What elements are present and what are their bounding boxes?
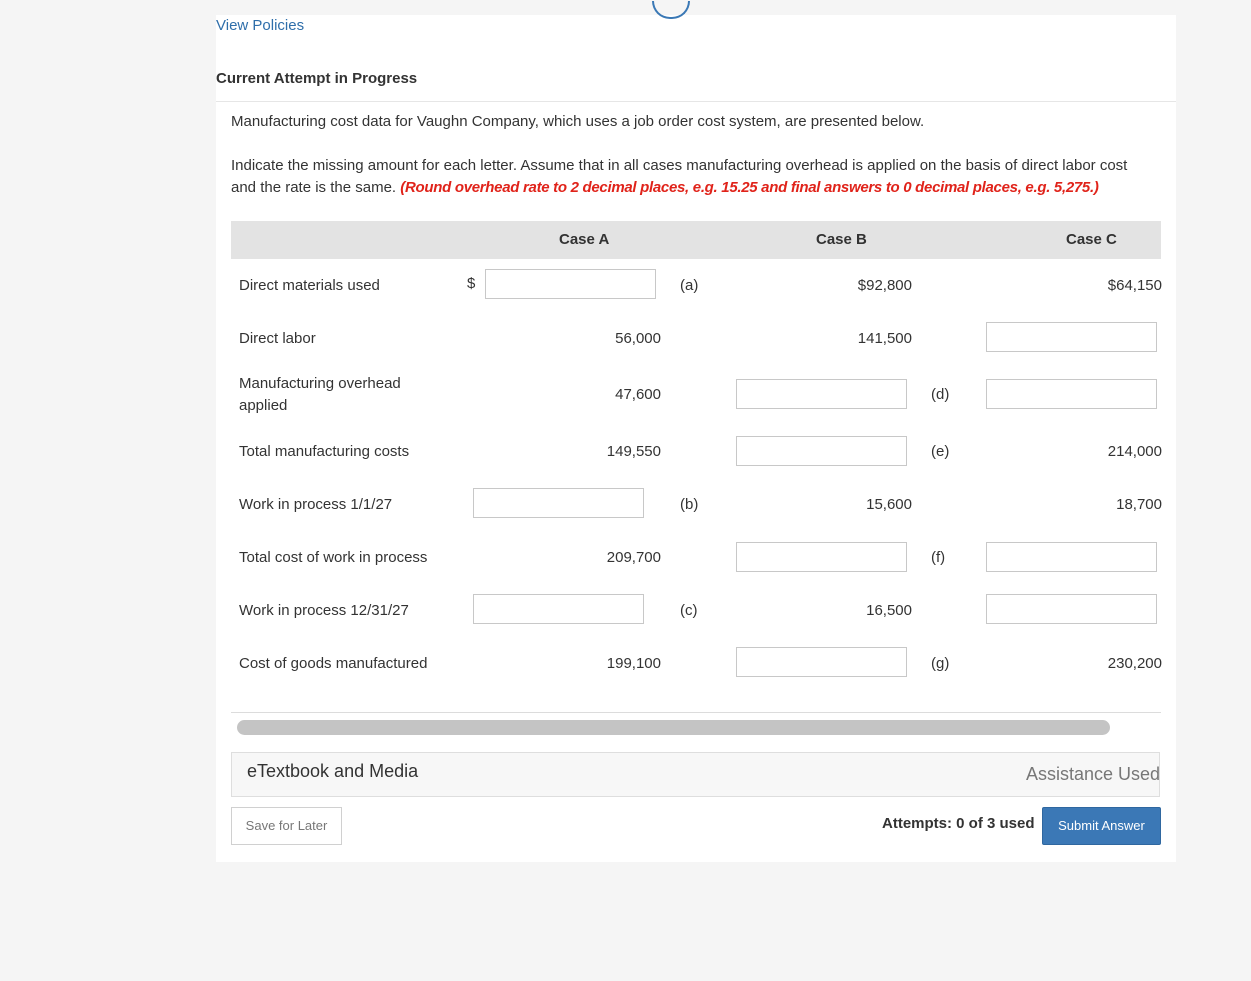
answer-input-g[interactable] xyxy=(736,647,907,677)
dollar-sign: $ xyxy=(467,275,476,292)
row-label-cogm: Cost of goods manufactured xyxy=(239,655,428,672)
problem-intro: Manufacturing cost data for Vaughn Company, which uses a job order cost system, are presented below. xyxy=(231,113,925,130)
instructions-line1: Indicate the missing amount for each letter. Assume that in all cases manufacturing overhead is applied on the basis of direct labor cost xyxy=(231,157,1128,174)
row-label-wip-beginning: Work in process 1/1/27 xyxy=(239,496,393,513)
case-c-cogm: 230,200 xyxy=(1107,655,1162,672)
case-c-wip-beginning: 18,700 xyxy=(1116,496,1162,513)
circle-icon xyxy=(652,1,690,19)
header-divider xyxy=(216,101,1176,102)
case-a-cogm: 199,100 xyxy=(606,655,661,672)
answer-input-a[interactable] xyxy=(485,269,656,299)
row-label-direct-materials: Direct materials used xyxy=(239,277,380,294)
problem-instructions xyxy=(231,155,1166,199)
answer-input-e[interactable] xyxy=(736,436,907,466)
case-c-direct-materials: $64,150 xyxy=(1107,277,1162,294)
column-header-case-c: Case C xyxy=(1066,231,1117,248)
answer-input-c[interactable] xyxy=(473,594,644,624)
case-b-direct-materials: $92,800 xyxy=(857,277,912,294)
row-label-direct-labor: Direct labor xyxy=(239,330,316,347)
row-label-overhead: Manufacturing overhead applied xyxy=(239,375,401,414)
scrollbar-thumb[interactable] xyxy=(237,720,1110,735)
letter-g: (g) xyxy=(931,655,950,672)
letter-d: (d) xyxy=(931,386,950,403)
case-c-wip-ending-input[interactable] xyxy=(986,594,1157,624)
letter-c: (c) xyxy=(680,602,698,619)
rounding-note: (Round overhead rate to 2 decimal places, e.g. 15.25 and final answers to 0 decimal places, e.g. 5,275.) xyxy=(400,179,1099,196)
case-c-overhead-input[interactable] xyxy=(986,379,1157,409)
row-label-total-manufacturing: Total manufacturing costs xyxy=(239,443,410,460)
submit-answer-button[interactable]: Submit Answer xyxy=(1042,807,1161,845)
case-a-direct-labor: 56,000 xyxy=(615,330,661,347)
letter-a: (a) xyxy=(680,277,699,294)
letter-f: (f) xyxy=(931,549,946,566)
etextbook-label[interactable]: eTextbook and Media xyxy=(247,761,419,781)
case-a-total-wip: 209,700 xyxy=(606,549,661,566)
case-b-wip-beginning: 15,600 xyxy=(866,496,912,513)
row-label-wip-ending: Work in process 12/31/27 xyxy=(239,602,409,619)
case-b-direct-labor: 141,500 xyxy=(857,330,912,347)
assistance-used-label: Assistance Used xyxy=(1025,764,1160,784)
case-c-direct-labor-input[interactable] xyxy=(986,322,1157,352)
attempts-counter: Attempts: 0 of 3 used xyxy=(882,815,1035,832)
case-a-overhead: 47,600 xyxy=(615,386,661,403)
save-for-later-button[interactable]: Save for Later xyxy=(231,807,342,845)
attempt-header: Current Attempt in Progress xyxy=(216,70,418,87)
view-policies-link[interactable]: View Policies xyxy=(216,17,305,34)
table-header xyxy=(231,221,1161,259)
letter-b: (b) xyxy=(680,496,699,513)
column-header-case-a: Case A xyxy=(559,231,610,248)
case-a-total-manufacturing: 149,550 xyxy=(606,443,661,460)
row-label-total-wip: Total cost of work in process xyxy=(239,549,428,566)
answer-input-b[interactable] xyxy=(473,488,644,518)
instructions-line2: and the rate is the same. xyxy=(231,179,397,196)
letter-e: (e) xyxy=(931,443,950,460)
column-header-case-b: Case B xyxy=(816,231,867,248)
case-b-wip-ending: 16,500 xyxy=(866,602,912,619)
case-c-total-wip-input[interactable] xyxy=(986,542,1157,572)
answer-input-d[interactable] xyxy=(736,379,907,409)
answer-input-f[interactable] xyxy=(736,542,907,572)
case-c-total-manufacturing: 214,000 xyxy=(1107,443,1162,460)
